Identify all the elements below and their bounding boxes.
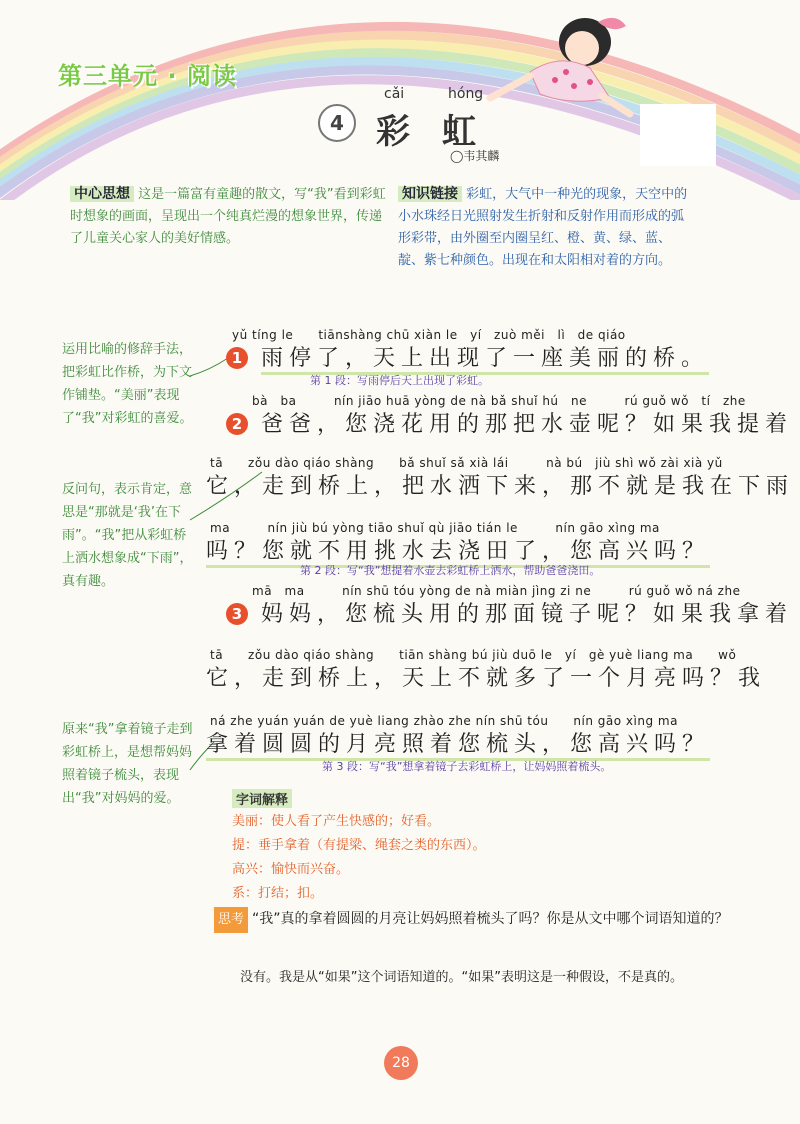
paragraph-summary-1: 第 1 段：写雨停后天上出现了彩虹。 (310, 374, 489, 387)
text-line-5-hanzi: 妈妈，您梳头用的那面镜子呢？如果我拿着 (261, 602, 794, 627)
think-tag: 思考 (214, 907, 248, 933)
vocabulary-item: 系：打结；扣。 (232, 886, 324, 901)
paragraph-summary-2: 第 2 段：写“我”想提着水壶去彩虹桥上洒水，帮助爸爸浇田。 (300, 564, 601, 577)
pinyin-line-3: tā zǒu dào qiáo shàng bǎ shuǐ sǎ xià lái nà bú jiù shì wǒ zài xià yǔ (210, 456, 723, 470)
title-pinyin-1: cǎi (384, 86, 405, 102)
paragraph-summary-3: 第 3 段：写“我”想拿着镜子去彩虹桥上，让妈妈照着梳头。 (322, 760, 612, 773)
text-line-4-hanzi: 吗？您就不用挑水去浇田了，您高兴吗？ (206, 539, 710, 568)
lesson-number-badge: 4 (318, 104, 356, 142)
vocabulary-label: 字词解释 (232, 789, 292, 808)
pinyin-line-7: ná zhe yuán yuán de yuè liang zhào zhe nín shū tóu nín gāo xìng ma (210, 714, 678, 728)
text-line-1 (226, 341, 709, 372)
text-line-2-hanzi: 爸爸，您浇花用的那把水壶呢？如果我提着 (261, 412, 794, 437)
text-line-2 (226, 407, 793, 438)
think-answer: 没有。我是从“如果”这个词语知道的。“如果”表明这是一种假设，不是真的。 (240, 970, 683, 985)
title-char-2: 虹 (442, 112, 476, 152)
side-note-3: 原来“我”拿着镜子走到彩虹桥上，是想帮妈妈照着镜子梳头，表现出“我”对妈妈的爱。 (62, 722, 193, 806)
unit-title: 第三单元 · 阅读 (58, 62, 237, 90)
text-line-1-hanzi: 雨停了，天上出现了一座美丽的桥。 (261, 346, 709, 375)
title-char-1: 彩 (376, 112, 410, 152)
central-idea-label: 中心思想 (70, 186, 134, 202)
knowledge-link-label: 知识链接 (398, 186, 462, 202)
text-line-4 (206, 534, 710, 565)
paragraph-number-1: 1 (226, 347, 248, 369)
paragraph-number-3: 3 (226, 603, 248, 625)
title-pinyin-2: hóng (448, 86, 484, 102)
pinyin-line-4: ma nín jiù bú yòng tiāo shuǐ qù jiāo tián le nín gāo xìng ma (210, 521, 660, 535)
author: ◯韦其麟 (450, 149, 500, 163)
knowledge-link-text: 彩虹，大气中一种光的现象，天空中的小水珠经日光照射发生折射和反射作用而形成的弧形彩带，由外圈至内圈呈红、橙、黄、绿、蓝、靛、紫七种颜色。出现在和太阳相对着的方向。 (398, 187, 688, 268)
knowledge-link (398, 183, 688, 272)
side-note-2: 反问句，表示肯定，意思是“那就是‘我’在下雨”。“我”把从彩虹桥上洒水想象成“下雨”，真有趣。 (62, 482, 193, 589)
side-note-1: 运用比喻的修辞手法，把彩虹比作桥，为下文作铺垫。“美丽”表现了“我”对彩虹的喜爱。 (62, 342, 193, 426)
pinyin-line-1: yǔ tíng le tiānshàng chū xiàn le yí zuò měi lì de qiáo (232, 328, 626, 342)
central-idea-text: 这是一篇富有童趣的散文，写“我”看到彩虹时想象的画面，呈现出一个纯真烂漫的想象世界，传递了儿童关心家人的美好情感。 (70, 187, 386, 246)
pinyin-line-2: bà ba nín jiāo huā yòng de nà bǎ shuǐ hú ne rú guǒ wǒ tí zhe (252, 394, 746, 408)
vocabulary-item: 提：垂手拿着（有提梁、绳套之类的东西）。 (232, 838, 486, 853)
paragraph-number-2: 2 (226, 413, 248, 435)
think-question-text: “我”真的拿着圆圆的月亮让妈妈照着梳头了吗？你是从文中哪个词语知道的？ (252, 911, 729, 927)
page-number: 28 (384, 1046, 418, 1080)
text-line-7-hanzi: 拿着圆圆的月亮照着您梳头，您高兴吗？ (206, 732, 710, 761)
pinyin-line-6: tā zǒu dào qiáo shàng tiān shàng bú jiù duō le yí gè yuè liang ma wǒ (210, 648, 737, 662)
vocabulary-item: 美丽：使人看了产生快感的；好看。 (232, 814, 441, 829)
central-idea (70, 183, 386, 250)
text-line-7 (206, 727, 710, 758)
text-line-6: 它，走到桥上，天上不就多了一个月亮吗？我 (206, 666, 767, 691)
text-line-3: 它，走到桥上，把水洒下来，那不就是我在下雨 (206, 474, 795, 499)
pinyin-line-5: mā ma nín shū tóu yòng de nà miàn jìng zi ne rú guǒ wǒ ná zhe (252, 584, 741, 598)
blank-box (640, 104, 716, 166)
text-line-5 (226, 597, 793, 628)
girl-illustration (470, 2, 640, 122)
vocabulary-item: 高兴：愉快而兴奋。 (232, 862, 350, 877)
think-question (214, 906, 734, 933)
